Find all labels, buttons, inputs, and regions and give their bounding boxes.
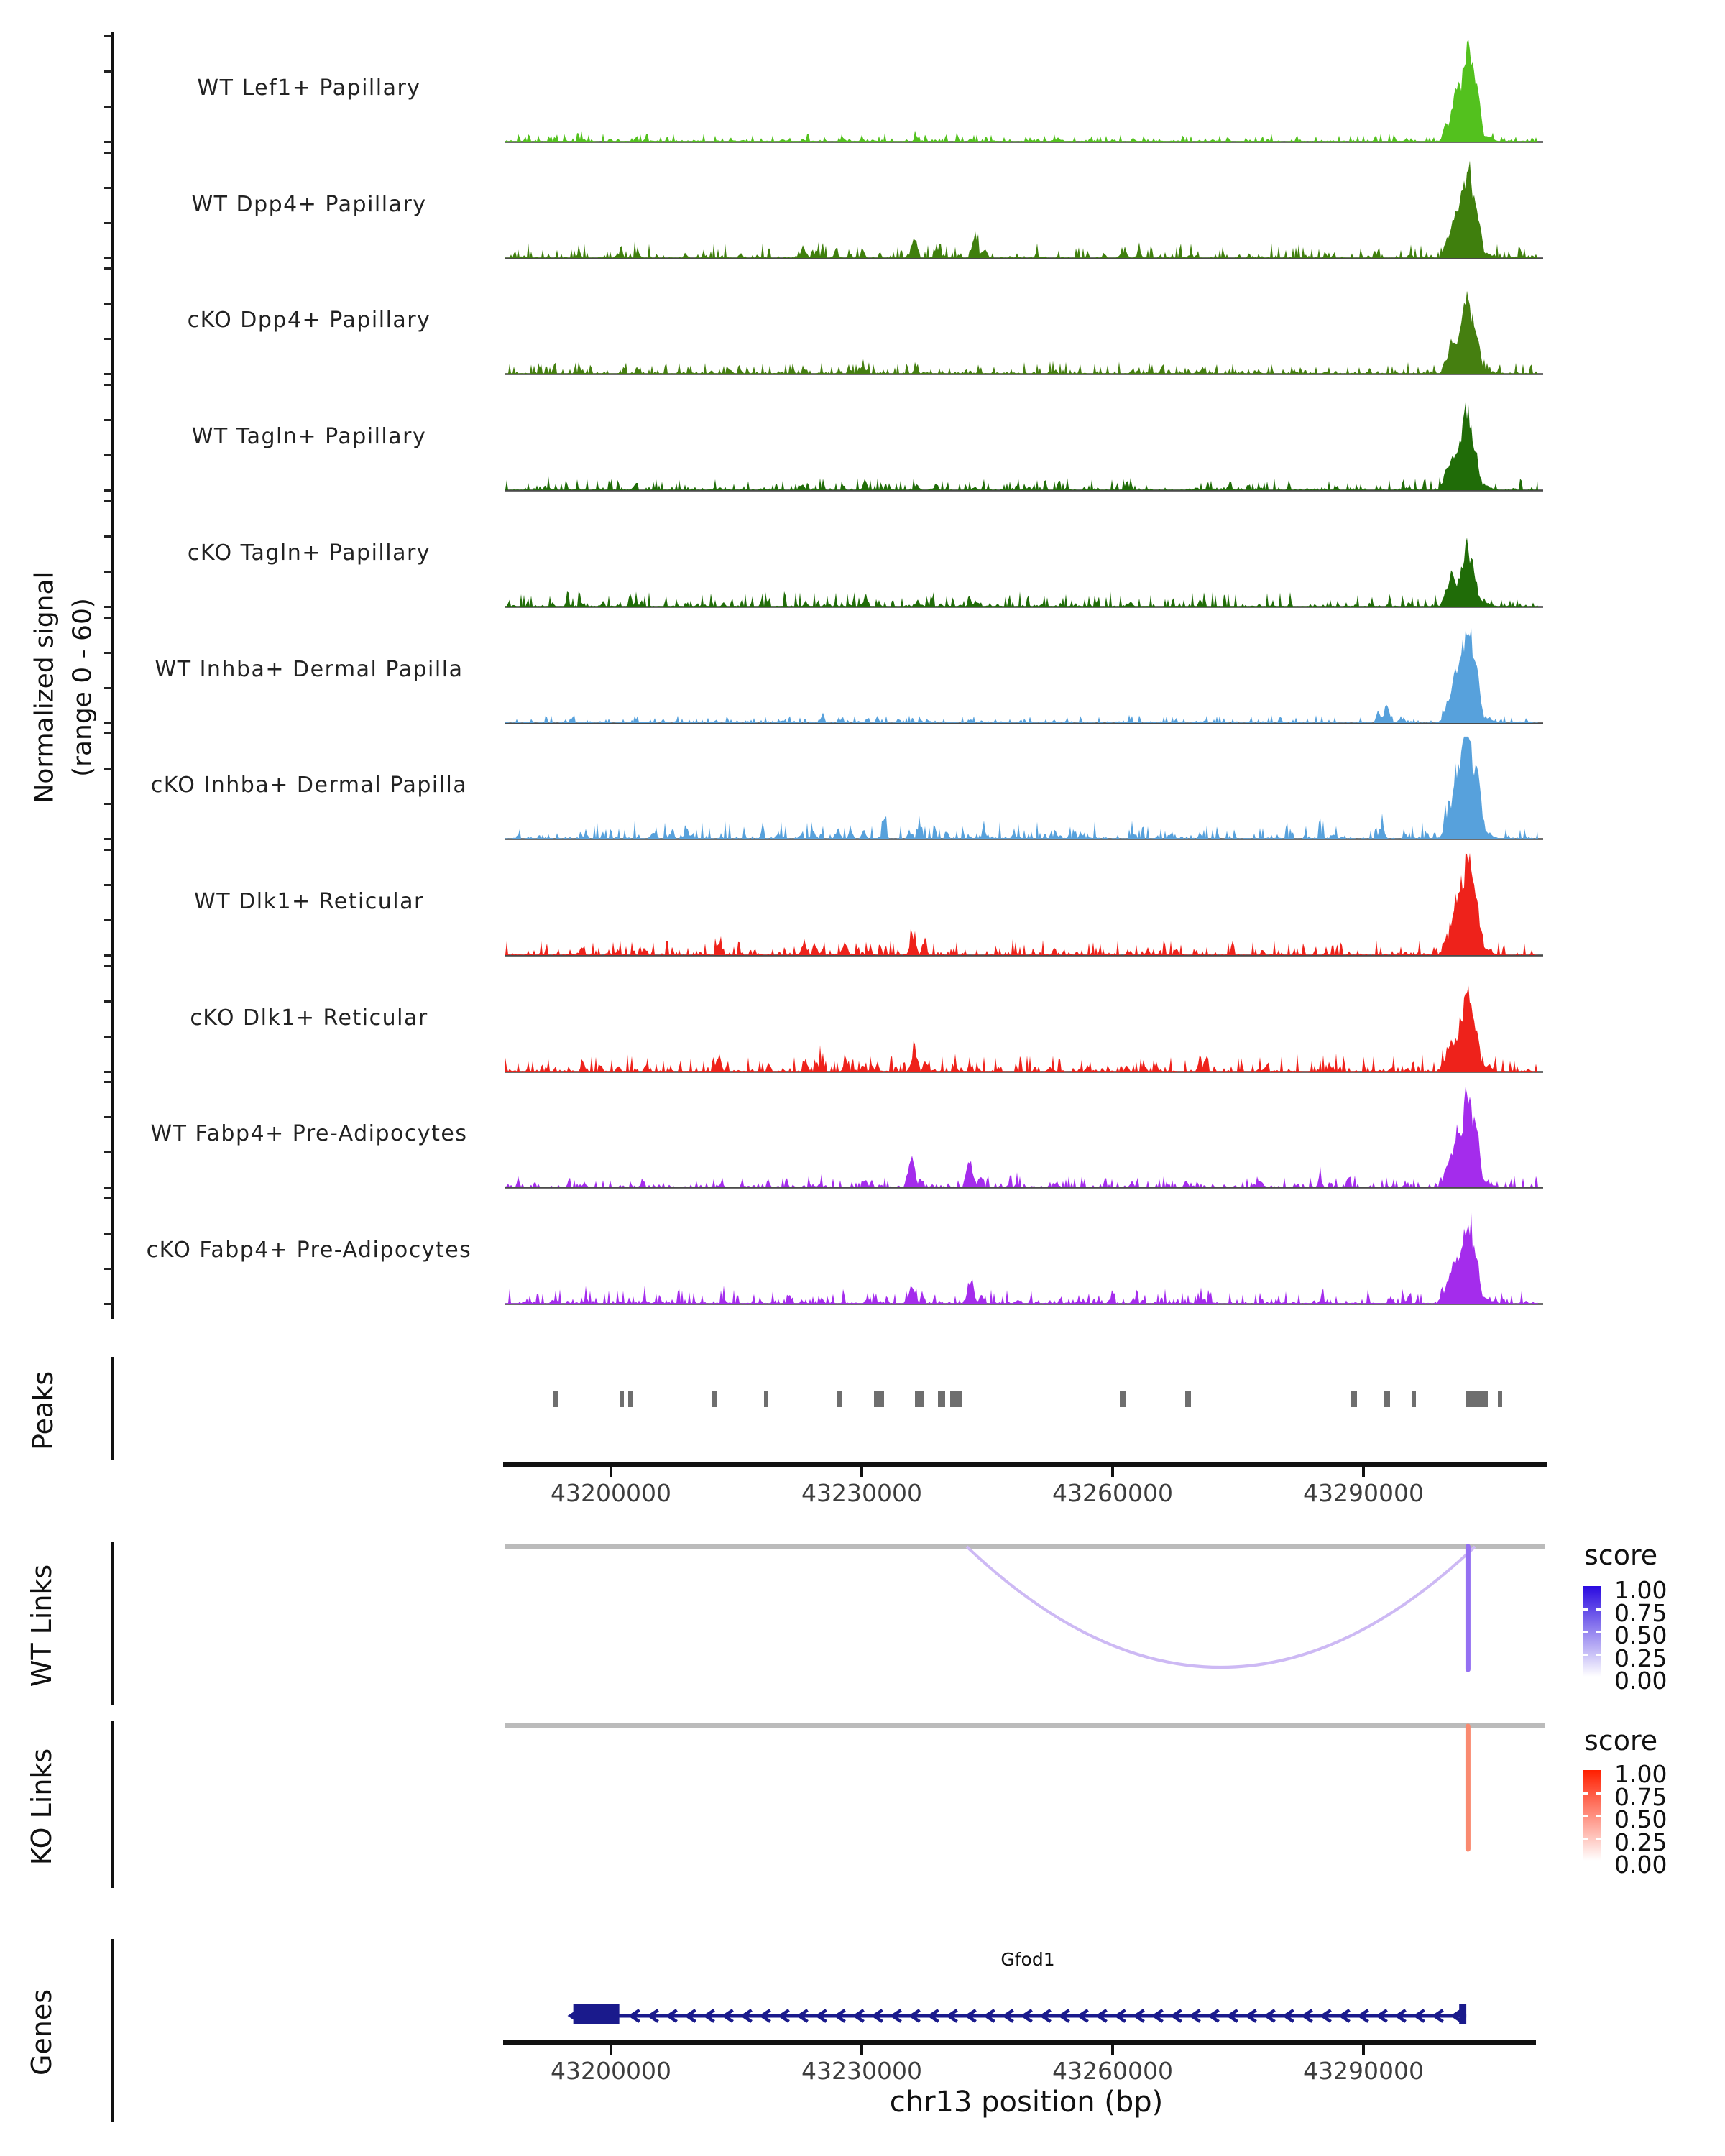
track-label: WT Dlk1+ Reticular [194,888,424,914]
track-label: cKO Fabp4+ Pre-Adipocytes [146,1238,472,1263]
genome-axis-tick-label: 43290000 [1303,2057,1424,2085]
y-axis-tick [104,1233,112,1235]
gene-model-plot [503,1940,1581,2041]
wt-score-legend-title: score [1584,1539,1658,1571]
genome-axis-bottom [503,2040,1536,2045]
y-axis-tick [104,384,112,386]
track-label: WT Inhba+ Dermal Papilla [155,656,464,682]
peak-interval [1384,1391,1390,1407]
x-axis-title: chr13 position (bp) [889,2086,1164,2119]
colorbar-label: 1.00 [1614,1760,1668,1788]
track-label: WT Fabp4+ Pre-Adipocytes [150,1121,468,1147]
y-axis-tick [104,919,112,921]
peak-interval [1412,1391,1416,1407]
colorbar-tick [1596,1838,1601,1840]
wt-links-bracket [111,1542,114,1705]
genome-axis-top [503,1462,1547,1467]
coverage-track-signal [503,964,1581,1076]
y-axis-label-line1: Normalized signal [29,571,60,803]
peak-interval [874,1391,884,1407]
y-axis-tick [104,849,112,851]
y-axis-tick [104,606,112,608]
wt-score-colorbar [1583,1586,1601,1677]
y-axis-tick [104,884,112,886]
genome-axis-tick-label: 43200000 [551,2057,671,2085]
coverage-track-signal [503,615,1581,727]
colorbar-label: 0.25 [1614,1644,1668,1672]
y-axis-tick [104,722,112,724]
y-axis-tick [104,1151,112,1153]
y-axis-tick [104,1081,112,1083]
colorbar-tick [1596,1815,1601,1817]
peak-interval [764,1391,768,1407]
colorbar-tick [1583,1792,1588,1795]
coverage-track-signal [503,34,1581,146]
coverage-track-signal [503,1196,1581,1308]
y-axis-tick [104,652,112,654]
y-axis-tick [104,535,112,538]
peaks-bracket [111,1357,114,1460]
peak-interval [1351,1391,1357,1407]
peak-interval [1120,1391,1126,1407]
track-label: WT Lef1+ Papillary [197,75,421,101]
wt-links-plot [503,1538,1581,1718]
coverage-track-signal [503,499,1581,611]
genome-axis-tick [1362,1467,1365,1477]
peak-interval [915,1391,924,1407]
y-axis-tick [104,1268,112,1270]
y-axis-tick [104,267,112,270]
y-axis-tick [104,454,112,456]
coverage-track-signal [503,1079,1581,1192]
colorbar-tick [1583,1654,1588,1656]
coverage-track-signal [503,731,1581,843]
genome-axis-tick-label: 43200000 [551,1479,671,1507]
colorbar-tick [1596,1654,1601,1656]
peak-interval [950,1391,962,1407]
peak-interval [1185,1391,1191,1407]
y-axis-tick [104,106,112,108]
ko-links-bracket [111,1721,114,1888]
genes-section-label: Genes [26,1989,58,2076]
genome-axis-tick-label: 43260000 [1052,1479,1173,1507]
colorbar-label: 0.50 [1614,1621,1668,1649]
y-axis-tick [104,373,112,375]
y-axis-tick [104,338,112,340]
peak-interval [628,1391,632,1407]
y-axis-tick [104,35,112,37]
y-axis-tick [104,152,112,154]
y-axis-tick [104,965,112,967]
colorbar-label: 0.75 [1614,1782,1668,1811]
coverage-track-signal [503,382,1581,494]
y-axis-tick [104,732,112,734]
genome-axis-tick [610,1467,612,1477]
peak-interval [1498,1391,1502,1407]
track-label: WT Dpp4+ Papillary [191,191,427,217]
colorbar-tick [1596,1608,1601,1611]
colorbar-tick [1583,1631,1588,1633]
colorbar-label: 0.25 [1614,1828,1668,1856]
genome-axis-tick [1362,2045,1365,2055]
y-axis-tick [104,222,112,224]
genome-axis-tick-label: 43230000 [801,1479,922,1507]
colorbar-label: 0.50 [1614,1805,1668,1833]
genome-axis-tick [860,2045,863,2055]
genes-bracket [111,1939,114,2122]
track-label: cKO Dlk1+ Reticular [190,1005,428,1031]
genome-axis-tick-label: 43260000 [1052,2057,1173,2085]
colorbar-label: 1.00 [1614,1576,1668,1604]
y-axis-tick [104,803,112,805]
peak-interval [712,1391,717,1407]
ko-links-section-label: KO Links [26,1748,58,1866]
gene-name-label: Gfod1 [1000,1949,1055,1970]
y-axis-tick [104,768,112,770]
y-axis-tick [104,70,112,73]
coverage-track-signal [503,150,1581,262]
track-label: WT Tagln+ Papillary [191,424,427,450]
coverage-track-signal [503,847,1581,959]
colorbar-label: 0.00 [1614,1851,1668,1879]
y-axis-tick [104,571,112,573]
ko-links-plot [503,1718,1581,1897]
y-axis-tick [104,1187,112,1189]
y-axis-tick [104,1303,112,1305]
genome-axis-tick-label: 43290000 [1303,1479,1424,1507]
y-axis-tick [104,1071,112,1073]
y-axis-tick [104,187,112,189]
y-axis-tick [104,1036,112,1038]
y-axis-tick [104,617,112,619]
ko-score-legend-title: score [1584,1725,1658,1756]
y-axis-label-line2: (range 0 - 60) [68,598,98,777]
y-axis-tick [104,1197,112,1199]
y-axis-tick [104,1000,112,1003]
colorbar-tick [1596,1631,1601,1633]
y-axis-tick [104,687,112,689]
y-axis-tick [104,838,112,840]
colorbar-label: 0.00 [1614,1667,1668,1695]
peak-interval [1466,1391,1488,1407]
genome-axis-tick [1111,2045,1114,2055]
peak-interval [837,1391,842,1407]
y-axis-tick [104,954,112,957]
y-axis-tick [104,419,112,421]
colorbar-tick [1583,1815,1588,1817]
wt-links-section-label: WT Links [26,1564,58,1687]
colorbar-tick [1583,1608,1588,1611]
peak-interval [620,1391,624,1407]
track-label: cKO Tagln+ Papillary [187,540,431,566]
peak-interval [553,1391,558,1407]
y-axis-tick [104,257,112,259]
y-axis-tick [104,489,112,492]
genome-axis-tick [1111,1467,1114,1477]
y-axis-tick [104,303,112,305]
genome-axis-tick [860,1467,863,1477]
y-axis-tick [104,500,112,502]
track-label: cKO Dpp4+ Papillary [187,308,431,333]
colorbar-label: 0.75 [1614,1598,1668,1627]
ko-score-colorbar [1583,1770,1601,1861]
track-label: cKO Inhba+ Dermal Papilla [150,773,468,798]
genome-axis-tick [610,2045,612,2055]
genome-axis-tick-label: 43230000 [801,2057,922,2085]
peak-interval [938,1391,945,1407]
colorbar-tick [1583,1838,1588,1840]
colorbar-tick [1596,1792,1601,1795]
coverage-track-signal [503,266,1581,378]
y-axis-tick [104,1116,112,1118]
peaks-section-label: Peaks [27,1370,59,1451]
y-axis-tick [104,141,112,143]
